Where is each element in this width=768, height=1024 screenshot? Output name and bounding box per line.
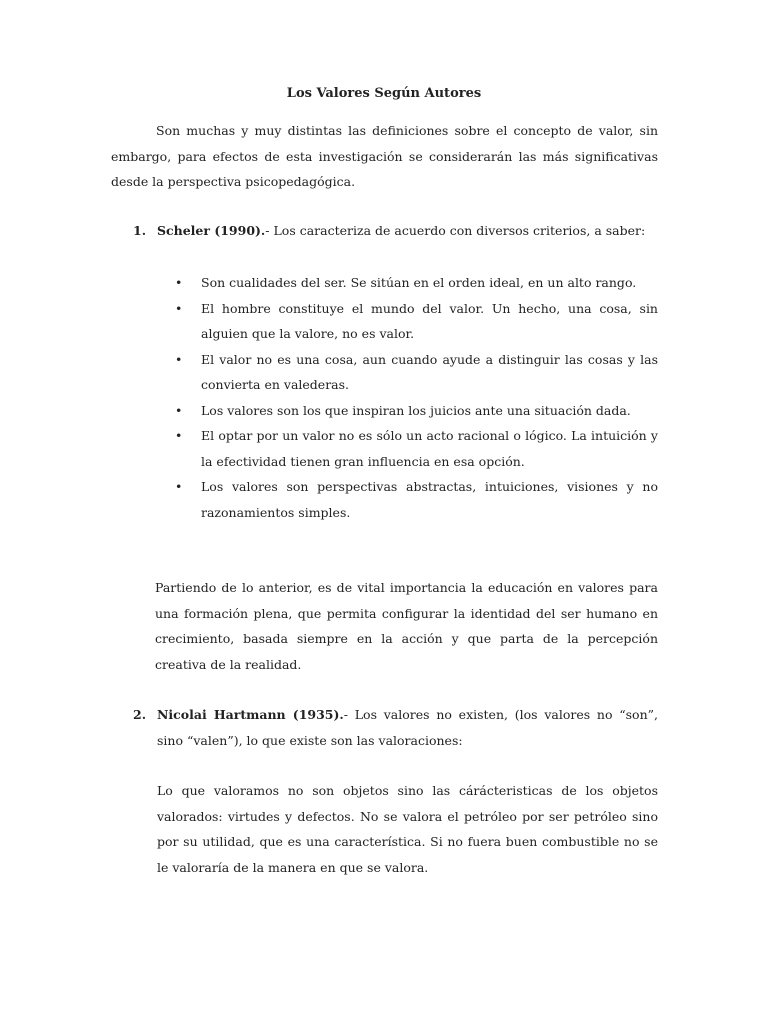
item-number: 1.: [133, 223, 147, 238]
list-item: [175, 270, 658, 296]
bullet-icon: •: [175, 275, 183, 290]
intro-paragraph: Son muchas y muy distintas las definiciones sobre el concepto de valor, sin embargo, para efectos de esta investigación se considerarán las más significativas desde la perspectiva psicopedagógica.: [111, 123, 658, 189]
list-item-text: Son cualidades del ser. Se sitúan en el orden ideal, en un alto rango.: [201, 275, 637, 290]
item-text: - Los caracteriza de acuerdo con diversos criterios, a saber:: [265, 223, 646, 238]
list-item: [175, 296, 658, 347]
conclusion-paragraph: Partiendo de lo anterior, es de vital importancia la educación en valores para una formación plena, que permita configurar la identidad del ser humano en crecimiento, basada siempre en la acción y que parta de la percepción creativa de la realidad.: [155, 580, 658, 672]
item-number: 2.: [133, 707, 147, 722]
numbered-item-scheler: [133, 218, 658, 244]
list-item-text: El valor no es una cosa, aun cuando ayude a distinguir las cosas y las convierta en valederas.: [201, 351, 658, 392]
list-item-text: El hombre constituye el mundo del valor. Un hecho, una cosa, sin alguien que la valore, no es valor.: [201, 300, 658, 341]
bullet-icon: •: [175, 402, 183, 418]
author-name: Nicolai Hartmann (1935).: [157, 707, 344, 722]
document-title: Los Valores Según Autores: [286, 86, 482, 101]
numbered-item-hartmann: [133, 702, 658, 753]
list-item-text: El optar por un valor no es sólo un acto racional o lógico. La intuición y la efectividad tienen gran influencia en esa opción.: [201, 428, 658, 469]
list-item-text: Los valores son los que inspiran los juicios ante una situación dada.: [201, 402, 631, 418]
list-item: [175, 347, 658, 398]
bullet-icon: •: [175, 479, 183, 494]
bullet-icon: •: [175, 351, 183, 367]
list-item: [175, 423, 658, 474]
bullet-icon: •: [175, 300, 183, 316]
list-item: [175, 398, 658, 424]
criteria-list: [175, 270, 658, 525]
list-item: [175, 474, 658, 525]
author-name: Scheler (1990).: [157, 223, 266, 238]
list-item-text: Los valores son perspectivas abstractas, intuiciones, visiones y no razonamientos simples.: [201, 479, 658, 520]
bullet-icon: •: [175, 428, 183, 443]
hartmann-paragraph: Lo que valoramos no son objetos sino las cárácteristicas de los objetos valorados: virtudes y defectos. No se valora el petróleo por ser petróleo sino por su utilidad, que es una característica. Si no fuera buen combustible no se le valoraría de la manera en que se valora.: [157, 783, 658, 875]
item-text: - Los valores no existen, (los valores no “son”, sino “valen”), lo que existe son las valoraciones:: [157, 707, 658, 748]
